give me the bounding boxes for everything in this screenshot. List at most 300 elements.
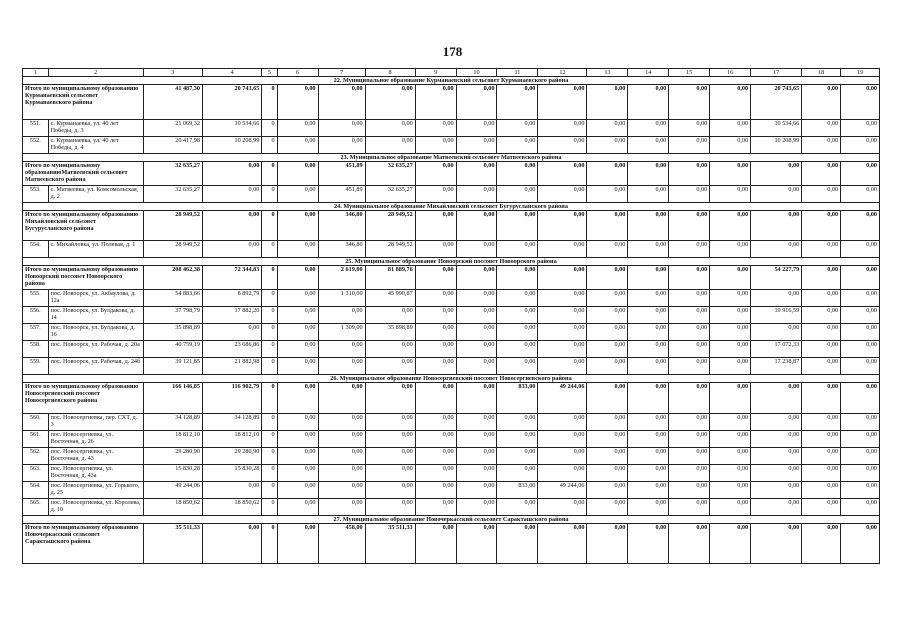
value-cell: 0,00 — [710, 482, 751, 499]
value-cell: 0,00 — [277, 383, 318, 414]
value-cell: 0,00 — [841, 186, 880, 203]
value-cell: 0,00 — [802, 211, 841, 241]
value-cell: 0,00 — [841, 431, 880, 448]
value-cell: 21 069,32 — [143, 120, 202, 137]
value-cell: 0,00 — [802, 120, 841, 137]
row-number: 558. — [23, 341, 49, 358]
value-cell: 49 244,06 — [538, 383, 587, 414]
value-cell: 32 635,27 — [365, 186, 415, 203]
value-cell: 0,00 — [277, 431, 318, 448]
value-cell: 0,00 — [415, 186, 456, 203]
value-cell: 833,00 — [497, 482, 538, 499]
value-cell: 0 — [262, 324, 277, 341]
value-cell: 0,00 — [802, 482, 841, 499]
table-row — [23, 465, 880, 482]
value-cell: 0,00 — [456, 524, 497, 564]
table-row — [23, 307, 880, 324]
value-cell: 0,00 — [710, 499, 751, 516]
value-cell: 0,00 — [587, 137, 628, 154]
subtotal-row — [23, 383, 880, 414]
address-cell: с. Курманаевка, ул. 40 лет Победы, д. 3 — [48, 120, 143, 137]
value-cell: 0,00 — [751, 448, 802, 465]
address-cell: с. Матвеевка, ул. Комсомольская, д. 2 — [48, 186, 143, 203]
value-cell: 15 830,28 — [143, 465, 202, 482]
section-heading-row — [23, 154, 880, 162]
value-cell: 32 635,27 — [365, 162, 415, 186]
value-cell: 0,00 — [628, 499, 669, 516]
value-cell: 32 635,27 — [143, 162, 202, 186]
column-number-cell: 11 — [497, 69, 538, 77]
value-cell: 15 830,28 — [202, 465, 261, 482]
value-cell: 0,00 — [318, 341, 365, 358]
value-cell: 0,00 — [277, 448, 318, 465]
column-number-cell: 8 — [365, 69, 415, 77]
value-cell: 0,00 — [538, 358, 587, 375]
value-cell: 0,00 — [497, 341, 538, 358]
value-cell: 0,00 — [202, 524, 261, 564]
value-cell: 0,00 — [456, 290, 497, 307]
value-cell: 0,00 — [669, 324, 710, 341]
value-cell: 451,89 — [318, 162, 365, 186]
value-cell: 0,00 — [365, 85, 415, 120]
value-cell: 0,00 — [802, 290, 841, 307]
column-number-cell: 3 — [143, 69, 202, 77]
value-cell: 0,00 — [202, 324, 261, 341]
value-cell: 18 812,10 — [143, 431, 202, 448]
section-title: 22. Муниципальное образование Курманаевский сельсовет Курманаевского района — [23, 77, 880, 85]
value-cell: 0,00 — [277, 162, 318, 186]
value-cell: 0,00 — [277, 414, 318, 431]
subtotal-row — [23, 211, 880, 241]
value-cell: 0,00 — [669, 341, 710, 358]
section-title: 25. Муниципальное образование Новоорский поссовет Новоорского района — [23, 258, 880, 266]
value-cell: 21 882,98 — [202, 358, 261, 375]
value-cell: 45 990,87 — [365, 290, 415, 307]
value-cell: 0,00 — [277, 120, 318, 137]
value-cell: 0,00 — [669, 414, 710, 431]
value-cell: 0,00 — [277, 137, 318, 154]
value-cell: 0,00 — [751, 524, 802, 564]
value-cell: 29 280,90 — [202, 448, 261, 465]
value-cell: 0 — [262, 465, 277, 482]
value-cell: 0,00 — [365, 414, 415, 431]
value-cell: 0,00 — [669, 307, 710, 324]
value-cell: 0,00 — [415, 307, 456, 324]
value-cell: 0,00 — [318, 414, 365, 431]
value-cell: 0,00 — [456, 499, 497, 516]
value-cell: 0 — [262, 186, 277, 203]
value-cell: 0,00 — [365, 120, 415, 137]
value-cell: 0,00 — [669, 120, 710, 137]
subtotal-label: Итого по муниципальному образованиюМатвеевский сельсовет Матвеевского района — [23, 162, 144, 186]
value-cell: 0,00 — [318, 482, 365, 499]
row-number: 561. — [23, 431, 49, 448]
value-cell: 0,00 — [628, 482, 669, 499]
value-cell: 0,00 — [841, 448, 880, 465]
table-row — [23, 499, 880, 516]
value-cell: 1 310,00 — [318, 290, 365, 307]
value-cell: 0,00 — [669, 499, 710, 516]
value-cell: 0,00 — [365, 137, 415, 154]
value-cell: 0,00 — [497, 448, 538, 465]
value-cell: 0,00 — [538, 85, 587, 120]
section-heading-row — [23, 77, 880, 85]
value-cell: 0,00 — [802, 266, 841, 290]
value-cell: 0,00 — [497, 290, 538, 307]
section-title: 27. Муниципальное образование Новочеркасский сельсовет Саракташского района — [23, 516, 880, 524]
value-cell: 0,00 — [318, 383, 365, 414]
value-cell: 0,00 — [538, 211, 587, 241]
table-row — [23, 358, 880, 375]
value-cell: 0 — [262, 341, 277, 358]
value-cell: 0,00 — [751, 499, 802, 516]
value-cell: 0,00 — [202, 211, 261, 241]
table-row — [23, 414, 880, 431]
value-cell: 28 949,52 — [143, 241, 202, 258]
value-cell: 0,00 — [415, 414, 456, 431]
subtotal-row — [23, 266, 880, 290]
row-number: 562. — [23, 448, 49, 465]
value-cell: 0,00 — [497, 162, 538, 186]
column-number-cell: 18 — [802, 69, 841, 77]
value-cell: 0,00 — [841, 524, 880, 564]
section-heading-row — [23, 203, 880, 211]
value-cell: 0,00 — [538, 324, 587, 341]
value-cell: 0,00 — [277, 241, 318, 258]
value-cell: 0,00 — [318, 120, 365, 137]
value-cell: 0,00 — [415, 324, 456, 341]
column-number-cell: 19 — [841, 69, 880, 77]
value-cell: 0,00 — [628, 266, 669, 290]
value-cell: 0,00 — [456, 341, 497, 358]
value-cell: 0,00 — [456, 431, 497, 448]
value-cell: 10 534,66 — [202, 120, 261, 137]
value-cell: 0,00 — [318, 307, 365, 324]
value-cell: 29 280,90 — [143, 448, 202, 465]
value-cell: 0,00 — [456, 448, 497, 465]
value-cell: 0,00 — [587, 266, 628, 290]
table-row — [23, 482, 880, 499]
value-cell: 0,00 — [365, 341, 415, 358]
table-row — [23, 341, 880, 358]
value-cell: 0,00 — [628, 414, 669, 431]
value-cell: 0,00 — [497, 324, 538, 341]
subtotal-row — [23, 85, 880, 120]
value-cell: 0,00 — [802, 162, 841, 186]
value-cell: 0,00 — [456, 358, 497, 375]
value-cell: 0,00 — [841, 482, 880, 499]
value-cell: 0 — [262, 241, 277, 258]
value-cell: 10 534,66 — [751, 120, 802, 137]
value-cell: 0,00 — [456, 383, 497, 414]
value-cell: 0,00 — [202, 482, 261, 499]
value-cell: 18 850,62 — [143, 499, 202, 516]
subtotal-label: Итого по муниципальному образованию Новосергиевский поссовет Новосергиевского района — [23, 383, 144, 414]
value-cell: 0,00 — [710, 448, 751, 465]
value-cell: 0,00 — [669, 448, 710, 465]
value-cell: 0,00 — [538, 186, 587, 203]
value-cell: 0,00 — [710, 85, 751, 120]
value-cell: 0,00 — [751, 431, 802, 448]
value-cell: 0,00 — [365, 482, 415, 499]
value-cell: 0,00 — [802, 465, 841, 482]
value-cell: 0,00 — [277, 307, 318, 324]
value-cell: 0,00 — [202, 186, 261, 203]
value-cell: 0,00 — [587, 241, 628, 258]
value-cell: 0,00 — [841, 137, 880, 154]
address-cell: пос. Новоорск, ул. Рабочая, д. 24б — [48, 358, 143, 375]
value-cell: 0,00 — [415, 482, 456, 499]
value-cell: 0,00 — [710, 465, 751, 482]
value-cell: 41 487,30 — [143, 85, 202, 120]
subtotal-label: Итого по муниципальному образованию Михайловский сельсовет Бугурусланского района — [23, 211, 144, 241]
value-cell: 0,00 — [587, 186, 628, 203]
value-cell: 0,00 — [497, 186, 538, 203]
value-cell: 0,00 — [538, 120, 587, 137]
value-cell: 34 128,89 — [202, 414, 261, 431]
value-cell: 0,00 — [415, 266, 456, 290]
value-cell: 0,00 — [587, 414, 628, 431]
value-cell: 0,00 — [669, 211, 710, 241]
row-number: 551. — [23, 120, 49, 137]
value-cell: 0,00 — [751, 482, 802, 499]
value-cell: 72 344,83 — [202, 266, 261, 290]
value-cell: 0,00 — [538, 465, 587, 482]
value-cell: 0,00 — [710, 162, 751, 186]
value-cell: 0,00 — [841, 499, 880, 516]
value-cell: 0,00 — [710, 186, 751, 203]
value-cell: 0,00 — [587, 499, 628, 516]
value-cell: 0,00 — [277, 482, 318, 499]
value-cell: 0,00 — [628, 137, 669, 154]
value-cell: 0,00 — [751, 241, 802, 258]
value-cell: 0,00 — [669, 290, 710, 307]
value-cell: 0,00 — [628, 324, 669, 341]
value-cell: 0,00 — [841, 414, 880, 431]
column-number-cell: 4 — [202, 69, 261, 77]
value-cell: 0 — [262, 499, 277, 516]
table-row — [23, 324, 880, 341]
value-cell: 0,00 — [277, 358, 318, 375]
column-number-cell: 16 — [710, 69, 751, 77]
value-cell: 0,00 — [628, 120, 669, 137]
value-cell: 0,00 — [202, 162, 261, 186]
value-cell: 451,89 — [318, 186, 365, 203]
value-cell: 20 417,98 — [143, 137, 202, 154]
column-number-cell: 14 — [628, 69, 669, 77]
value-cell: 19 916,59 — [751, 307, 802, 324]
address-cell: пос. Новосергиевка, ул. Восточная, д. 26 — [48, 431, 143, 448]
column-number-cell: 12 — [538, 69, 587, 77]
value-cell: 35 511,33 — [365, 524, 415, 564]
value-cell: 54 227,79 — [751, 266, 802, 290]
section-title: 26. Муниципальное образование Новосергиевский поссовет Новосергиевского района — [23, 375, 880, 383]
value-cell: 0 — [262, 85, 277, 120]
value-cell: 0,00 — [710, 266, 751, 290]
value-cell: 0 — [262, 266, 277, 290]
column-number-cell: 13 — [587, 69, 628, 77]
value-cell: 0,00 — [710, 241, 751, 258]
value-cell: 17 072,33 — [751, 341, 802, 358]
subtotal-label: Итого по муниципальному образованию Новоорский поссовет Новоорского района — [23, 266, 144, 290]
value-cell: 37 798,79 — [143, 307, 202, 324]
value-cell: 0,00 — [802, 383, 841, 414]
value-cell: 20 743,65 — [751, 85, 802, 120]
value-cell: 0,00 — [751, 383, 802, 414]
value-cell: 18 850,62 — [202, 499, 261, 516]
value-cell: 18 812,10 — [202, 431, 261, 448]
subtotal-row — [23, 162, 880, 186]
value-cell: 0,00 — [841, 211, 880, 241]
value-cell: 0,00 — [587, 162, 628, 186]
address-cell: пос. Новосергиевка, ул. Восточная, д. 43 — [48, 448, 143, 465]
value-cell: 0,00 — [415, 383, 456, 414]
value-cell: 0,00 — [802, 448, 841, 465]
value-cell: 0,00 — [318, 85, 365, 120]
value-cell: 0,00 — [497, 465, 538, 482]
value-cell: 0,00 — [587, 524, 628, 564]
column-number-cell: 2 — [48, 69, 143, 77]
value-cell: 0,00 — [587, 120, 628, 137]
row-number: 555. — [23, 290, 49, 307]
value-cell: 0 — [262, 307, 277, 324]
value-cell: 0,00 — [669, 241, 710, 258]
value-cell: 0,00 — [669, 85, 710, 120]
value-cell: 208 462,38 — [143, 266, 202, 290]
value-cell: 0,00 — [277, 290, 318, 307]
value-cell: 0,00 — [456, 482, 497, 499]
address-cell: пос. Новосергиевка, ул. Горького, д. 25 — [48, 482, 143, 499]
row-number: 559. — [23, 358, 49, 375]
value-cell: 0,00 — [538, 137, 587, 154]
value-cell: 0,00 — [456, 324, 497, 341]
value-cell: 0,00 — [587, 85, 628, 120]
row-number: 552. — [23, 137, 49, 154]
row-number: 556. — [23, 307, 49, 324]
column-number-row — [23, 69, 880, 77]
value-cell: 0,00 — [587, 307, 628, 324]
value-cell: 35 898,89 — [143, 324, 202, 341]
value-cell: 0,00 — [277, 211, 318, 241]
value-cell: 0,00 — [710, 383, 751, 414]
table-row — [23, 241, 880, 258]
value-cell: 0,00 — [277, 324, 318, 341]
value-cell: 0,00 — [497, 241, 538, 258]
value-cell: 0,00 — [751, 290, 802, 307]
value-cell: 0,00 — [497, 307, 538, 324]
address-cell: с. Михайловка, ул. Полевая, д. 1 — [48, 241, 143, 258]
value-cell: 0,00 — [628, 524, 669, 564]
value-cell: 0,00 — [415, 499, 456, 516]
column-number-cell: 17 — [751, 69, 802, 77]
value-cell: 0,00 — [365, 383, 415, 414]
column-number-cell: 15 — [669, 69, 710, 77]
value-cell: 0,00 — [628, 341, 669, 358]
value-cell: 0,00 — [415, 358, 456, 375]
value-cell: 0,00 — [628, 358, 669, 375]
value-cell: 458,00 — [318, 524, 365, 564]
value-cell: 0,00 — [802, 431, 841, 448]
value-cell: 0,00 — [415, 137, 456, 154]
value-cell: 0,00 — [538, 414, 587, 431]
table-row — [23, 448, 880, 465]
value-cell: 0,00 — [415, 211, 456, 241]
address-cell: пос. Новоорск, ул. Рабочая, д. 20а — [48, 341, 143, 358]
address-cell: пос. Новосергиевка, пер. СХТ, д. 3 — [48, 414, 143, 431]
row-number: 565. — [23, 499, 49, 516]
value-cell: 0,00 — [669, 431, 710, 448]
row-number: 554. — [23, 241, 49, 258]
subtotal-label: Итого по муниципальному образованию Курманаевский сельсовет Курманаевского района — [23, 85, 144, 120]
value-cell: 17 238,87 — [751, 358, 802, 375]
section-title: 23. Муниципальное образование Матвеевский сельсовет Матвеевского района — [23, 154, 880, 162]
value-cell: 0 — [262, 448, 277, 465]
value-cell: 0,00 — [751, 414, 802, 431]
address-cell: пос. Новосергиевка, ул. Королева, д. 10 — [48, 499, 143, 516]
value-cell: 0,00 — [365, 499, 415, 516]
value-cell: 0,00 — [415, 85, 456, 120]
value-cell: 0,00 — [456, 137, 497, 154]
subtotal-row — [23, 524, 880, 564]
section-heading-row — [23, 258, 880, 266]
value-cell: 0,00 — [841, 290, 880, 307]
value-cell: 0,00 — [669, 162, 710, 186]
value-cell: 0,00 — [669, 266, 710, 290]
value-cell: 0,00 — [365, 465, 415, 482]
value-cell: 0,00 — [628, 383, 669, 414]
value-cell: 0,00 — [710, 341, 751, 358]
value-cell: 10 208,99 — [202, 137, 261, 154]
value-cell: 0,00 — [365, 358, 415, 375]
value-cell: 0,00 — [318, 358, 365, 375]
value-cell: 0,00 — [841, 85, 880, 120]
value-cell: 0,00 — [802, 358, 841, 375]
value-cell: 0,00 — [365, 307, 415, 324]
value-cell: 166 146,85 — [143, 383, 202, 414]
value-cell: 49 244,06 — [538, 482, 587, 499]
value-cell: 20 743,65 — [202, 85, 261, 120]
value-cell: 81 889,76 — [365, 266, 415, 290]
value-cell: 0,00 — [497, 266, 538, 290]
value-cell: 0,00 — [751, 186, 802, 203]
value-cell: 0,00 — [538, 162, 587, 186]
value-cell: 0,00 — [277, 465, 318, 482]
value-cell: 0,00 — [456, 211, 497, 241]
value-cell: 0,00 — [628, 162, 669, 186]
value-cell: 0 — [262, 137, 277, 154]
value-cell: 39 121,85 — [143, 358, 202, 375]
value-cell: 0,00 — [456, 241, 497, 258]
value-cell: 0,00 — [497, 120, 538, 137]
value-cell: 0,00 — [587, 211, 628, 241]
value-cell: 0,00 — [802, 414, 841, 431]
value-cell: 0,00 — [841, 266, 880, 290]
value-cell: 23 686,86 — [202, 341, 261, 358]
value-cell: 0,00 — [456, 414, 497, 431]
value-cell: 0,00 — [802, 324, 841, 341]
value-cell: 0,00 — [841, 162, 880, 186]
value-cell: 0,00 — [710, 414, 751, 431]
value-cell: 0,00 — [628, 307, 669, 324]
value-cell: 0,00 — [841, 324, 880, 341]
value-cell: 0,00 — [628, 448, 669, 465]
value-cell: 0,00 — [587, 290, 628, 307]
value-cell: 0,00 — [538, 431, 587, 448]
value-cell: 0,00 — [277, 499, 318, 516]
column-number-cell: 9 — [415, 69, 456, 77]
value-cell: 0,00 — [497, 358, 538, 375]
value-cell: 0,00 — [710, 211, 751, 241]
